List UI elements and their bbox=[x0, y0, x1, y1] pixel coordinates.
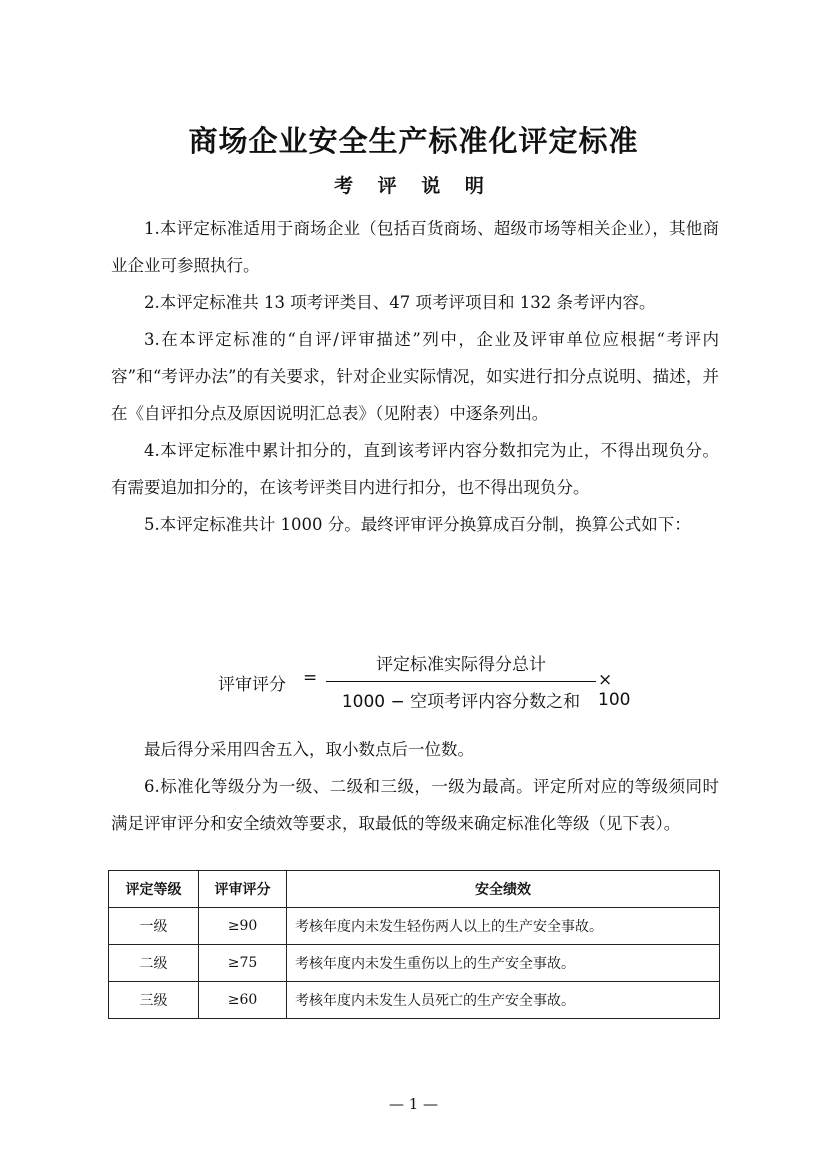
formula-lhs: 评审评分 bbox=[218, 675, 286, 695]
performance-cell: 考核年度内未发生人员死亡的生产安全事故。 bbox=[287, 982, 720, 1019]
paragraph-2: 2.本评定标准共 13 项考评类目、47 项考评项目和 132 条考评内容。 bbox=[144, 293, 656, 312]
formula-equals: = bbox=[303, 668, 318, 688]
table-row bbox=[109, 945, 720, 982]
grade-cell: 一级 bbox=[109, 908, 199, 945]
table-header-score: 评审评分 bbox=[199, 871, 287, 908]
performance-cell: 考核年度内未发生重伤以上的生产安全事故。 bbox=[287, 945, 720, 982]
table-row bbox=[109, 908, 720, 945]
explanation-body bbox=[111, 210, 719, 543]
table-header-row bbox=[109, 871, 720, 908]
paragraph-rounding: 最后得分采用四舍五入，取小数点后一位数。 bbox=[144, 740, 474, 759]
score-cell: ≥75 bbox=[199, 945, 287, 982]
score-formula bbox=[218, 650, 648, 716]
paragraph-6: 6.标准化等级分为一级、二级和三级，一级为最高。评定所对应的等级须同时满足评审评分和安全绩效等要求，取最低的等级来确定标准化等级（见下表）。 bbox=[111, 777, 719, 833]
fraction-bar bbox=[326, 681, 596, 682]
page-title: 商场企业安全生产标准化评定标准 bbox=[188, 124, 639, 158]
table-header-grade: 评定等级 bbox=[109, 871, 199, 908]
explanation-body-continued bbox=[111, 731, 719, 842]
grade-table bbox=[108, 870, 720, 1019]
formula-denominator: 1000 − 空项考评内容分数之和 bbox=[341, 692, 581, 712]
section-subtitle: 考 评 说 明 bbox=[334, 175, 493, 197]
paragraph-4: 4.本评定标准中累计扣分的，直到该考评内容分数扣完为止，不得出现负分。有需要追加扣分的，在该考评类目内进行扣分，也不得出现负分。 bbox=[111, 441, 719, 497]
table-row bbox=[109, 982, 720, 1019]
formula-numerator: 评定标准实际得分总计 bbox=[376, 655, 546, 675]
formula-multiplier: × 100 bbox=[598, 670, 631, 710]
paragraph-1: 1.本评定标准适用于商场企业（包括百货商场、超级市场等相关企业），其他商业企业可参照执行。 bbox=[111, 219, 719, 275]
paragraph-5: 5.本评定标准共计 1000 分。最终评审评分换算成百分制，换算公式如下： bbox=[144, 515, 691, 534]
score-cell: ≥60 bbox=[199, 982, 287, 1019]
score-cell: ≥90 bbox=[199, 908, 287, 945]
paragraph-3: 3.在本评定标准的“自评/评审描述”列中，企业及评审单位应根据“考评内容”和“考评办法”的有关要求，针对企业实际情况，如实进行扣分点说明、描述，并在《自评扣分点及原因说明汇总表》（见附表）中逐条列出。 bbox=[111, 330, 719, 423]
page-number: — 1 — bbox=[388, 1095, 439, 1113]
grade-cell: 二级 bbox=[109, 945, 199, 982]
table-header-performance: 安全绩效 bbox=[287, 871, 720, 908]
grade-cell: 三级 bbox=[109, 982, 199, 1019]
performance-cell: 考核年度内未发生轻伤两人以上的生产安全事故。 bbox=[287, 908, 720, 945]
